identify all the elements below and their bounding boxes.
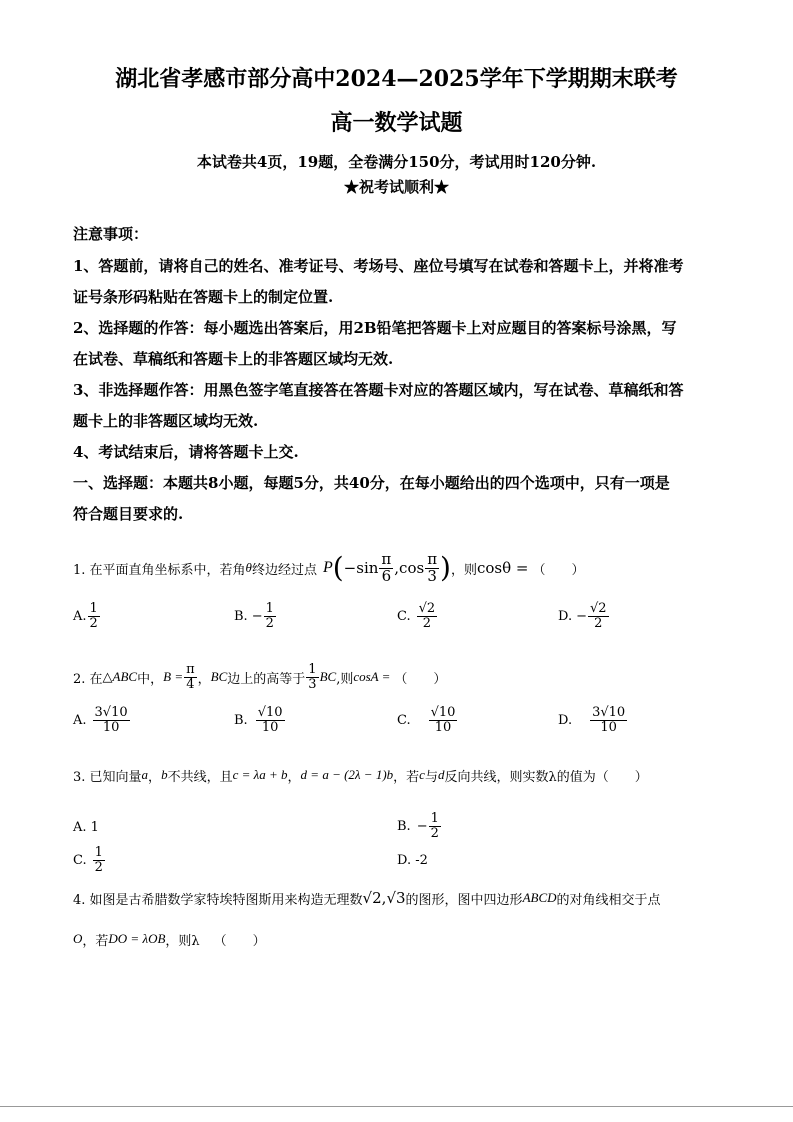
fraction-pi-over-6: $\frac{\pi}{6}$ (381, 549, 392, 585)
q1-option-a[interactable]: A. $\frac{1}{2}$ (73, 600, 98, 631)
cos-a: cosA = (353, 669, 391, 684)
cos-theta: cosθ = (477, 559, 529, 577)
theta-symbol: θ (245, 560, 252, 575)
answer-paren: （ ） (532, 562, 585, 578)
answer-paren: （ ） (394, 671, 447, 687)
question-4-stem-cont: O ，若 DO = λOB ，则λ （ ） (73, 931, 266, 949)
note-line: 证号条形码粘贴在答题卡上的制定位置. (73, 288, 334, 306)
fraction: $\frac{1}{2}$ (265, 600, 274, 631)
exam-subtitle: 高一数学试题 (330, 110, 463, 136)
note-line: 1、答题前，请将自己的姓名、准考证号、考场号、座位号填写在试卷和答题卡上，并将准考 (73, 257, 684, 275)
fraction: $\frac{1}{2}$ (89, 600, 98, 631)
q2-option-d[interactable]: D. $\frac{3√10}{10}$ (558, 704, 626, 735)
vector-equation: DO = λOB (108, 931, 166, 946)
question-4-stem: 4. 如图是古希腊数学家特埃特图斯用来构造无理数 √2 , √3 的图形，图中四边形 ABCD 的对角线相交于点 (73, 889, 661, 908)
fraction: $\frac{3√10}{10}$ (94, 704, 128, 735)
q2-option-c[interactable]: C. $\frac{√10}{10}$ (397, 704, 456, 735)
note-line: 3、非选择题作答：用黑色签字笔直接答在答题卡对应的答题区域内，写在试卷、草稿纸和答 (73, 381, 684, 399)
page-divider (0, 1106, 793, 1107)
exam-title: 湖北省孝感市部分高中2024—2025学年下学期期末联考 (115, 66, 678, 92)
q1-option-b[interactable]: B. − $\frac{1}{2}$ (234, 600, 274, 631)
vector-a: a (141, 767, 149, 782)
question-1-stem: 1. 在平面直角坐标系中，若角 θ 终边经过点 P ( −sin $\frac{\pi}{6}$ , cos $\frac{\pi}{3}$ ) ，则 cosθ = （ ） (73, 549, 585, 585)
quadrilateral-abcd: ABCD (522, 890, 557, 905)
fraction: $\frac{√2}{2}$ (418, 600, 436, 631)
section-heading-cont: 符合题目要求的. (73, 505, 184, 523)
q3-option-c[interactable]: C. $\frac{1}{2}$ (73, 844, 103, 875)
exam-info: 本试卷共4页，19题，全卷满分150分，考试用时120分钟. (196, 153, 597, 171)
fraction: $\frac{1}{2}$ (94, 844, 103, 875)
vector-d-definition: d = a − (2λ − 1)b (300, 767, 394, 782)
fraction-one-third: $\frac{1}{3}$ (308, 661, 317, 692)
point-p: P (322, 559, 333, 576)
question-2-stem: 2. 在 △ABC 中， B = $\frac{\pi}{4}$ ， BC 边上的高等于 $\frac{1}{3}$ BC ,则 cosA = （ ） (73, 661, 447, 692)
sqrt-3: √3 (386, 889, 406, 907)
vector-c-definition: c = λa + b (232, 767, 288, 782)
q3-option-a[interactable]: A. 1 (73, 819, 99, 835)
exam-wish: ★祝考试顺利★ (343, 178, 449, 196)
q3-option-d[interactable]: D. -2 (397, 852, 428, 868)
answer-paren: （ ） (213, 933, 266, 949)
sqrt-2: √2 (362, 889, 382, 907)
note-line: 2、选择题的作答：每小题选出答案后，用2B铅笔把答题卡上对应题目的答案标号涂黑，写 (73, 319, 677, 337)
q3-option-b[interactable]: B. − $\frac{1}{2}$ (397, 810, 439, 841)
note-line: 4、考试结束后，请将答题卡上交. (73, 443, 299, 461)
fraction: $\frac{√10}{10}$ (257, 704, 283, 735)
fraction: $\frac{√10}{10}$ (430, 704, 456, 735)
q2-option-b[interactable]: B. $\frac{√10}{10}$ (234, 704, 283, 735)
fraction: $\frac{√2}{2}$ (590, 600, 607, 631)
q2-option-a[interactable]: A. $\frac{3√10}{10}$ (73, 704, 128, 735)
fraction: $\frac{1}{2}$ (430, 810, 439, 841)
vector-b: b (161, 767, 168, 782)
q1-option-d[interactable]: D. − $\frac{√2}{2}$ (558, 600, 607, 631)
note-line: 在试卷、草稿纸和答题卡上的非答题区域均无效. (73, 350, 394, 368)
fraction-pi-over-3: $\frac{\pi}{3}$ (427, 549, 438, 585)
note-line: 题卡上的非答题区域均无效. (73, 412, 259, 430)
section-heading: 一、选择题：本题共8小题，每题5分，共40分，在每小题给出的四个选项中，只有一项是 (73, 474, 670, 492)
fraction: $\frac{3√10}{10}$ (592, 704, 626, 735)
notes-heading: 注意事项： (73, 225, 149, 243)
fraction-pi-over-4: $\frac{\pi}{4}$ (186, 661, 195, 692)
triangle-abc: △ABC (102, 669, 138, 684)
point-o: O (73, 931, 83, 946)
question-3-stem: 3. 已知向量 a ， b 不共线，且 c = λa + b ， d = a − (2λ − 1)b ，若 c 与 d 反向共线，则实数λ的值为（ ） (73, 767, 648, 785)
q1-option-c[interactable]: C. $\frac{√2}{2}$ (397, 600, 436, 631)
